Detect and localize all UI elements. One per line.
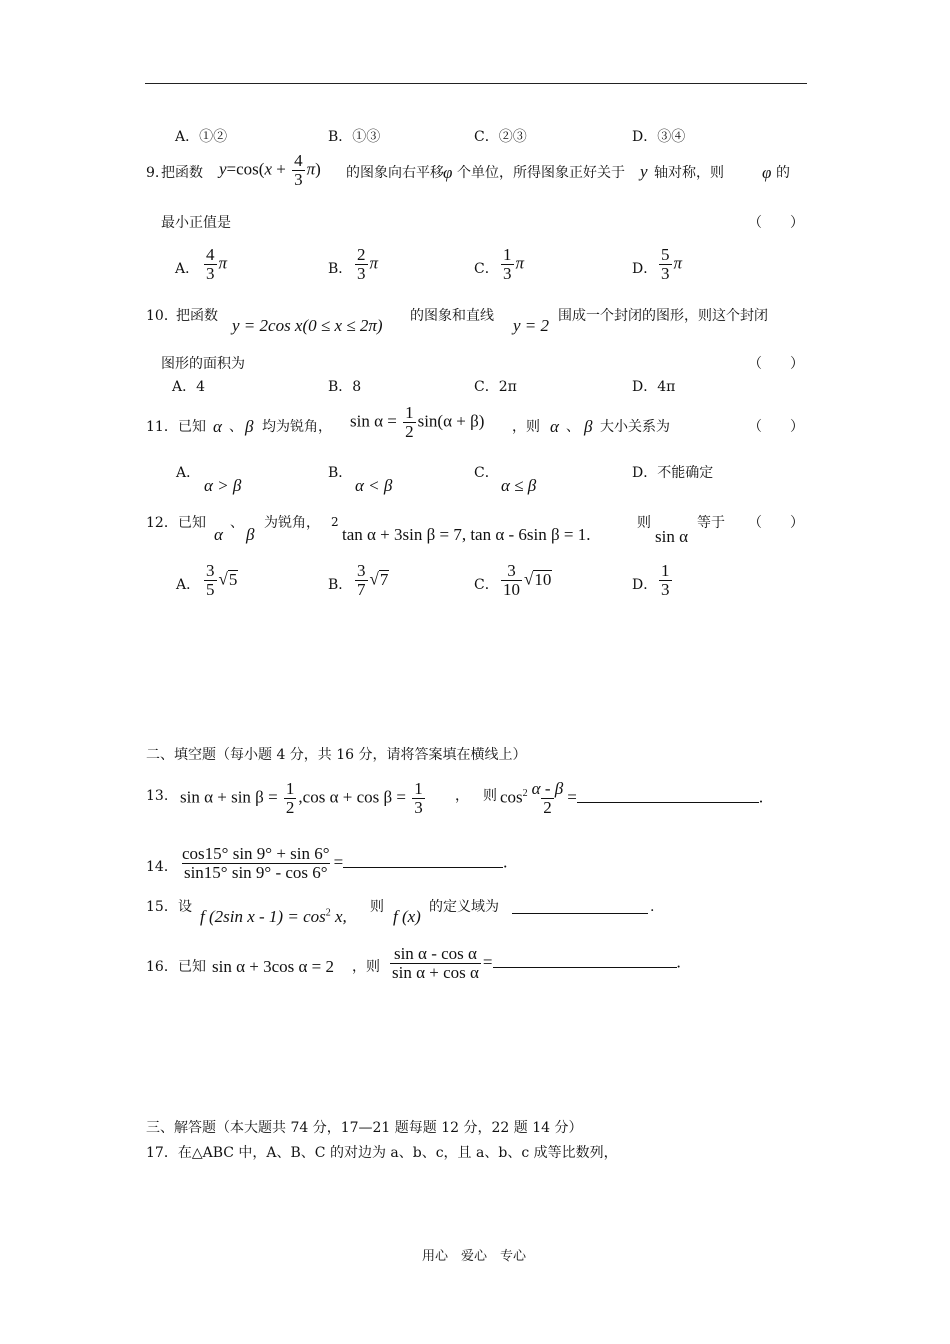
q10-option-b: B．8 <box>328 379 362 395</box>
q15-fx: f (x) <box>393 907 421 926</box>
q8-option-a: A．①② <box>175 129 228 145</box>
q9-phi: φ <box>443 163 453 182</box>
q12-option-b-value: $\frac{3}{7}$ √7 <box>357 561 389 599</box>
q9-answer-paren: （ ） <box>748 215 804 231</box>
q15-end: . <box>650 899 655 915</box>
q11-option-a-value: α > β <box>204 476 242 495</box>
q9-option-c-value: $\frac{1}{3}$ π <box>503 245 525 283</box>
page-footer: 用心 爱心 专心 <box>422 1249 527 1264</box>
q11-beta: β <box>245 417 254 436</box>
q11-beta-2: β <box>584 417 593 436</box>
q9-option-a-label: A． <box>175 261 200 277</box>
q15-text-2: 则 <box>370 899 384 915</box>
q11-option-c-value: α ≤ β <box>501 476 537 495</box>
q9-option-d-value: $\frac{5}{3}$ π <box>661 245 683 283</box>
q11-option-b-label: B． <box>328 465 353 481</box>
q10-option-a: A．4 <box>172 379 206 395</box>
q16-text-2: ，则 <box>352 959 380 975</box>
q9-text-3: 个单位，所得图象正好关于 <box>457 165 625 181</box>
q9-option-b-value: $\frac{2}{3}$ π <box>357 245 379 283</box>
header-rule <box>145 83 807 84</box>
q12-option-c-value: $\frac{3}{10}$ √10 <box>503 561 552 599</box>
q12-text-3: 则 <box>637 515 651 531</box>
q16-text-1: 已知 <box>178 959 206 975</box>
q15-answer-blank[interactable] <box>512 898 648 914</box>
q12-sep: 、 <box>230 515 244 531</box>
q9-text-5: 的 <box>776 165 790 181</box>
q12-alpha: α <box>214 525 223 544</box>
q9-number: 9. <box>146 165 160 181</box>
section-3-title: 三、解答题（本大题共 74 分，17—21 题每题 12 分，22 题 14 分） <box>146 1120 583 1136</box>
q10-option-d: D．4π <box>632 379 676 395</box>
q8-option-c: C．②③ <box>474 129 527 145</box>
q16-condition: sin α + 3cos α = 2 <box>212 957 334 976</box>
q9-formula: y=cos(x + $\frac{4}{3}$ π) <box>219 151 321 189</box>
q12-option-d-label: D． <box>632 577 658 593</box>
q15-number: 15． <box>146 899 178 915</box>
q12-formula: tan α + 3sin β = 7, tan α - 6sin β = 1. <box>342 525 591 544</box>
q9-option-a-value: $\frac{4}{3}$ π <box>206 245 228 283</box>
q11-formula: sin α = $\frac{1}{2}$ sin(α + β) <box>350 403 485 441</box>
q9-option-b-label: B． <box>328 261 353 277</box>
q10-answer-paren: （ ） <box>748 356 804 372</box>
q12-two: 2 <box>331 515 339 529</box>
q11-text-2: 均为锐角， <box>262 419 332 435</box>
q13-target: $\cos^2$ $\frac{\alpha - \beta}{2}$ = . <box>500 779 764 817</box>
q13-number: 13. <box>146 788 169 804</box>
q8-option-b: B．①③ <box>328 129 381 145</box>
q10-text-1: 把函数 <box>176 308 218 324</box>
q9-option-c-label: C． <box>474 261 499 277</box>
q12-text-2: 为锐角， <box>264 515 320 531</box>
q12-option-a-value: $\frac{3}{5}$ √5 <box>206 561 238 599</box>
q14-formula: $\frac{\cos 15^\circ \sin 9^\circ + \sin 6^\circ}{\sin 15^\circ \sin 9^\circ - \cos 6^\circ}$ = . <box>182 844 508 882</box>
q9-y-axis: y <box>640 162 648 181</box>
q14-number: 14． <box>146 859 178 875</box>
q12-option-c-label: C． <box>474 577 499 593</box>
q10-line: y = 2 <box>513 316 550 335</box>
q12-beta: β <box>246 525 255 544</box>
q11-option-a-label: A． <box>176 465 201 481</box>
q9-text-6: 最小正值是 <box>161 215 231 231</box>
q10-number: 10． <box>146 308 178 324</box>
q11-text-3: ，则 <box>512 419 540 435</box>
q10-text-2: 的图象和直线 <box>410 308 494 324</box>
q15-formula: f (2sin $x - 1) = \cos^2 x$, <box>200 907 347 926</box>
q11-number: 11． <box>146 419 178 435</box>
q12-option-a-label: A． <box>176 577 201 593</box>
q12-text-1: 已知 <box>178 515 206 531</box>
q12-text-4: 等于 <box>697 515 725 531</box>
q9-option-d-label: D． <box>632 261 658 277</box>
q12-option-b-label: B． <box>328 577 353 593</box>
q16-number: 16． <box>146 959 178 975</box>
q9-phi-2: φ <box>762 163 772 182</box>
q16-formula: $\frac{\text{sin α - cos α}}{\text{sin α + cos α}}$ = . <box>392 944 681 982</box>
q15-text-1: 设 <box>178 899 192 915</box>
q11-option-b-value: α < β <box>355 476 393 495</box>
q13-then: 则 <box>483 788 497 804</box>
q13-answer-blank[interactable] <box>577 802 759 803</box>
q9-formula-fraction: $\frac{4}{3}$ <box>294 151 303 189</box>
section-2-title: 二、填空题（每小题 4 分，共 16 分，请将答案填在横线上） <box>146 747 527 763</box>
q11-sep-2: 、 <box>566 419 580 435</box>
q15-text-3: 的定义域为 <box>429 899 499 915</box>
q10-formula: y = 2cos x(0 ≤ x ≤ 2π) <box>232 316 383 335</box>
q10-option-c: C．2π <box>474 379 517 395</box>
q17-text: 17．在△ABC 中，A、B、C 的对边为 a、b、c，且 a、b、c 成等比数列， <box>146 1145 618 1161</box>
q12-answer-paren: （ ） <box>748 515 804 531</box>
q11-sep: 、 <box>229 419 243 435</box>
q13-formula: sin α + sin β = $\frac{1}{2}$ ,cos α + cos β = $\frac{1}{3}$ <box>180 779 423 817</box>
q11-option-d: D．不能确定 <box>632 465 714 481</box>
q11-option-c-label: C． <box>474 465 499 481</box>
q16-answer-blank[interactable] <box>493 967 677 968</box>
q11-text-1: 已知 <box>178 419 206 435</box>
q9-text-4: 轴对称，则 <box>654 165 724 181</box>
q10-text-4: 图形的面积为 <box>161 356 245 372</box>
q12-option-d-value: $\frac{1}{3}$ <box>661 561 670 599</box>
q8-option-d: D．③④ <box>632 129 686 145</box>
q11-alpha: α <box>213 417 222 436</box>
q12-number: 12． <box>146 515 178 531</box>
q13-comma: ， <box>455 788 469 804</box>
q9-text-2: 的图象向右平移 <box>346 165 444 181</box>
q11-answer-paren: （ ） <box>748 419 804 435</box>
q12-sin-alpha: sin α <box>655 527 688 546</box>
q10-text-3: 围成一个封闭的图形，则这个封闭 <box>558 308 768 324</box>
q14-answer-blank[interactable] <box>343 867 503 868</box>
q11-alpha-2: α <box>550 417 559 436</box>
q9-text-1: 把函数 <box>161 165 203 181</box>
q11-text-4: 大小关系为 <box>600 419 670 435</box>
